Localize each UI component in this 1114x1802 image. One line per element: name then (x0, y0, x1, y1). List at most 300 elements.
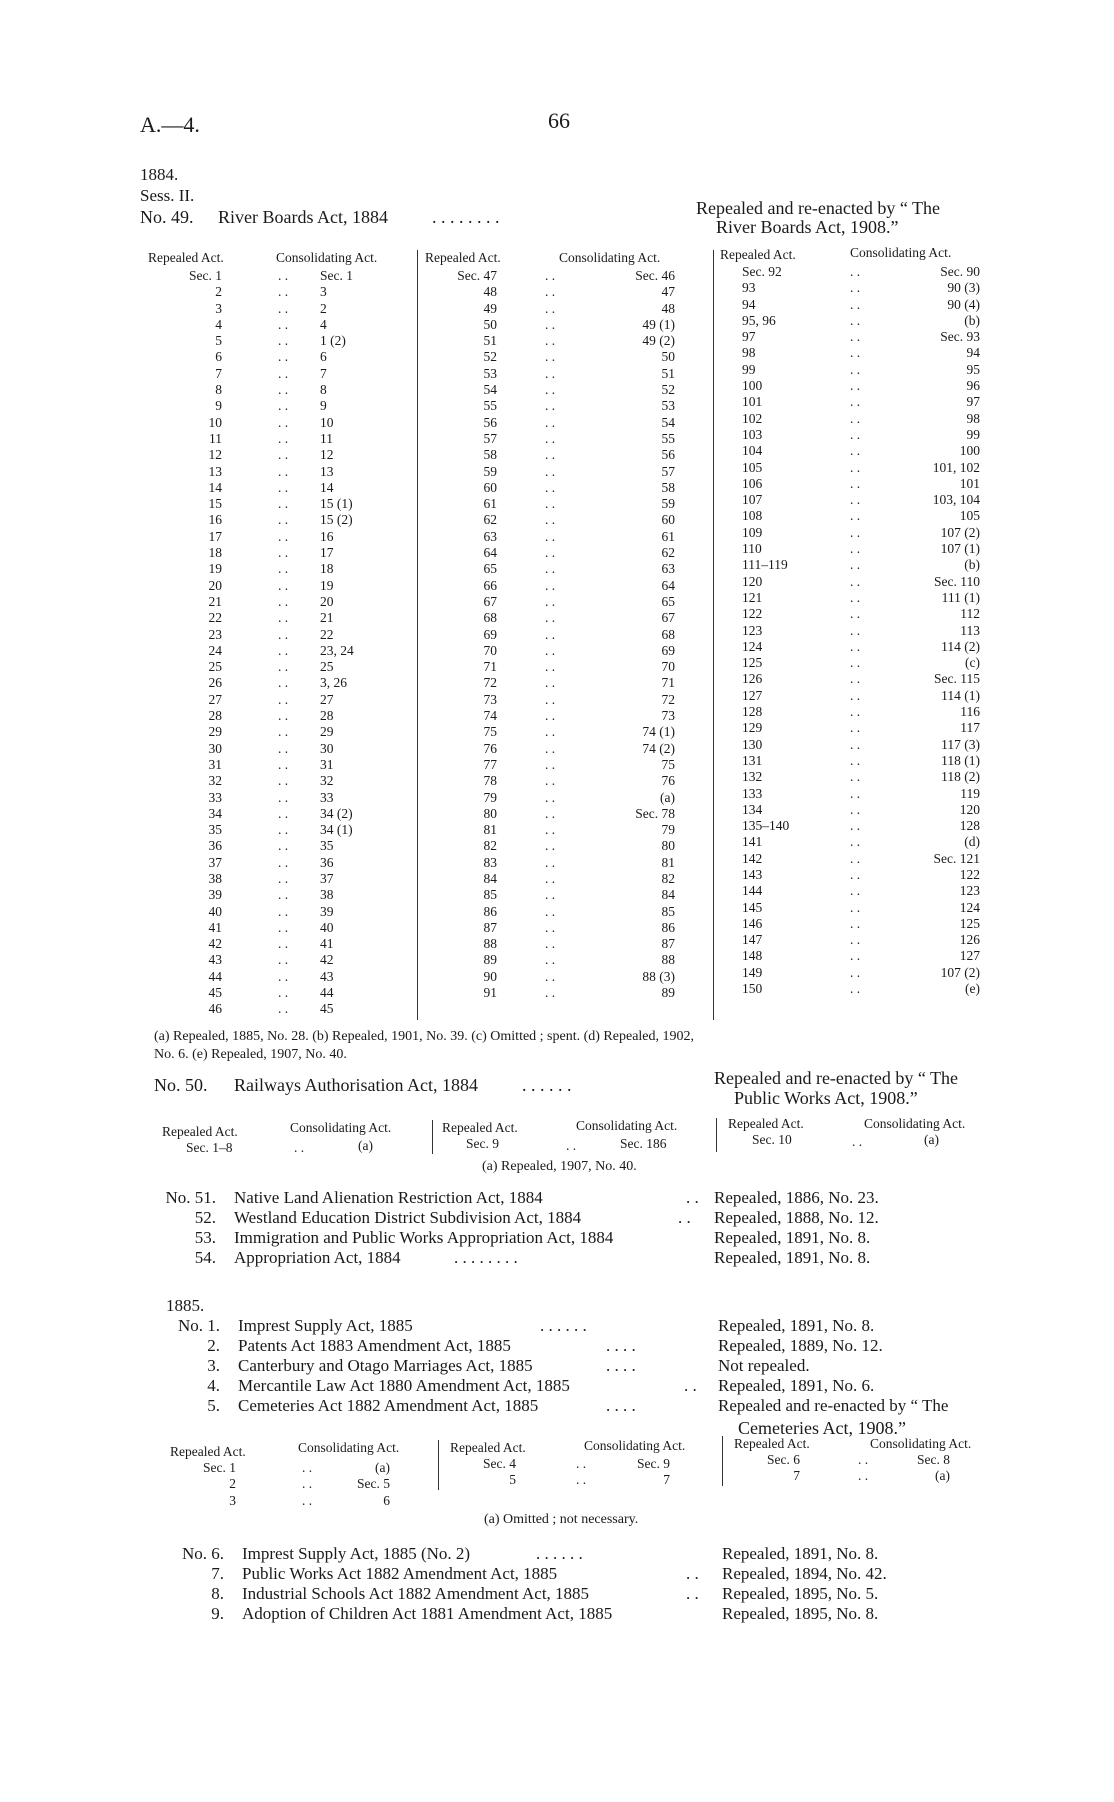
repealed-cell: Sec. 9 (466, 1136, 499, 1151)
repealed-section: Sec. 4 (483, 1456, 516, 1471)
leader-dots: . . (850, 818, 861, 834)
repealed-section: 24 (208, 642, 222, 658)
consolidating-section: 18 (320, 561, 334, 577)
repealed-section: 31 (208, 756, 222, 772)
repealed-section: 95, 96 (742, 312, 776, 328)
repealed-section: 10 (208, 414, 222, 430)
act-status: Repealed, 1888, No. 12. (714, 1208, 879, 1227)
consolidating-section: (a) (375, 1460, 390, 1475)
leader-dots: . . (850, 720, 861, 736)
leader-dots: . . (850, 915, 861, 931)
consolidating-section: Sec. 110 (934, 573, 980, 589)
repealed-section: 33 (208, 789, 222, 805)
consolidating-section: 56 (661, 447, 675, 463)
consolidating-section: 99 (966, 426, 980, 442)
repealed-section: 50 (483, 316, 497, 332)
leader-dots: . . (850, 541, 861, 557)
repealed-section: Sec. 6 (767, 1452, 800, 1467)
consolidating-section: 68 (661, 626, 675, 642)
leader-dots: . . (850, 573, 861, 589)
consolidating-section: Sec. 5 (357, 1476, 390, 1492)
leader-dots: . . (850, 378, 861, 394)
consolidating-section: (a) (660, 789, 675, 805)
leader-dots: . . (850, 687, 861, 703)
repealed-section: 61 (483, 496, 497, 512)
leader-dots: . . (278, 463, 289, 479)
leader-dots: . . (278, 936, 289, 952)
repealed-section: 149 (742, 964, 763, 980)
consolidating-section: 87 (661, 936, 675, 952)
consolidating-section: 112 (960, 606, 980, 622)
act-title: Public Works Act 1882 Amendment Act, 1885 (242, 1564, 558, 1583)
consolidating-section: 13 (320, 463, 334, 479)
consolidating-section: Sec. 121 (933, 850, 980, 866)
consolidating-section: 33 (320, 789, 334, 805)
act-49-status-cont: River Boards Act, 1908.” (716, 217, 899, 237)
header-repealed-act: Repealed Act. (720, 247, 796, 262)
consolidating-section: (b) (964, 312, 980, 328)
act-50-title: Railways Authorisation Act, 1884 (234, 1075, 478, 1095)
repealed-section: 7 (215, 365, 222, 381)
leader-dots: . . (850, 981, 861, 997)
act-49-status: Repealed and re-enacted by “ The (696, 198, 941, 218)
consolidating-section: 42 (320, 952, 334, 968)
consolidating-section: 113 (960, 622, 980, 638)
consolidating-section: 35 (320, 838, 334, 854)
repealed-section: 37 (208, 854, 222, 870)
consolidating-section: 8 (320, 382, 327, 398)
repealed-section: 142 (742, 850, 763, 866)
leader-dots: . . (850, 589, 861, 605)
leader-dots: . . (850, 704, 861, 720)
act-status: Repealed, 1894, No. 42. (722, 1564, 887, 1583)
consolidating-section: 17 (320, 545, 334, 561)
consolidating-section: 34 (2) (320, 805, 353, 821)
leader-dots: . . (278, 691, 289, 707)
consolidating-section: 6 (383, 1492, 390, 1508)
consolidating-section: 65 (661, 593, 675, 609)
consolidating-section: 3, 26 (320, 675, 347, 691)
leader-dots: . . (278, 838, 289, 854)
repealed-section: 16 (208, 512, 222, 528)
consolidating-section: 117 (3) (941, 736, 980, 752)
leader-dots: . . . . . . . . (454, 1248, 518, 1267)
leader-dots: . . (278, 805, 289, 821)
leader-dots: . . (278, 789, 289, 805)
consolidating-section: 123 (959, 883, 980, 899)
leader-dots: . . (545, 300, 556, 316)
repealed-section: 71 (483, 659, 497, 675)
consolidating-section: 96 (966, 378, 980, 394)
column-divider (713, 250, 714, 1020)
consolidating-section: 98 (966, 410, 980, 426)
consolidating-section: 40 (320, 919, 334, 935)
leader-dots: . . (278, 593, 289, 609)
consolidating-section: 39 (320, 903, 334, 919)
consolidating-section: 1 (2) (320, 333, 346, 349)
leader-dots: . . (545, 903, 556, 919)
repealed-section: 123 (742, 622, 763, 638)
act-number: 52. (194, 1208, 216, 1227)
repealed-section: 130 (742, 736, 763, 752)
repealed-section: 6 (215, 349, 222, 365)
consolidating-cell: (a) (924, 1132, 939, 1147)
repealed-section: 44 (208, 968, 222, 984)
repealed-section: 104 (742, 443, 763, 459)
repealed-section: 132 (742, 769, 763, 785)
leader-dots: . . (850, 834, 861, 850)
leader-dots: . . (545, 854, 556, 870)
header-repealed-act: Repealed Act. (425, 250, 501, 265)
act-number: 53. (194, 1228, 216, 1247)
consolidating-section: 7 (663, 1472, 670, 1488)
consolidating-section: 62 (661, 545, 675, 561)
consolidating-section: 79 (661, 822, 675, 838)
act-status: Repealed, 1895, No. 8. (722, 1604, 879, 1623)
consolidating-section: 27 (320, 691, 334, 707)
column-divider (722, 1436, 723, 1486)
leader-dots: . . (545, 268, 556, 283)
repealed-section: 111–119 (742, 557, 788, 573)
repealed-section: 129 (742, 720, 763, 736)
column-divider (438, 1440, 439, 1490)
consolidating-section: 10 (320, 414, 334, 430)
header-repealed-act: Repealed Act. (734, 1436, 810, 1451)
repealed-section: 49 (483, 300, 497, 316)
consolidating-section: 20 (320, 593, 334, 609)
repealed-section: 32 (208, 773, 222, 789)
repealed-section: 78 (483, 773, 497, 789)
repealed-section: 143 (742, 866, 763, 882)
consolidating-section: 118 (1) (941, 752, 980, 768)
header-repealed-act: Repealed Act. (442, 1120, 518, 1135)
leader-dots: . . (850, 394, 861, 410)
leader-dots: . . (850, 964, 861, 980)
leader-dots: . . (850, 850, 861, 866)
repealed-section: 21 (208, 593, 222, 609)
repealed-section: 55 (483, 398, 497, 414)
consolidating-section: Sec. 93 (940, 329, 980, 345)
leader-dots: . . (850, 671, 861, 687)
repealed-section: 73 (483, 691, 497, 707)
act-number: No. 6. (181, 1544, 224, 1563)
consolidating-section: 128 (959, 818, 980, 834)
leader-dots: . . (278, 1001, 289, 1017)
leader-dots: . . (278, 642, 289, 658)
consolidating-cell: (a) (358, 1138, 373, 1153)
repealed-section: 63 (483, 528, 497, 544)
consolidating-section: 107 (2) (940, 524, 980, 540)
leader-dots: . . (278, 398, 289, 414)
leader-dots: . . (545, 447, 556, 463)
leader-dots: . . (545, 349, 556, 365)
consolidating-section: 94 (966, 345, 980, 361)
consolidating-section: Sec. 46 (635, 268, 675, 283)
consolidating-section: 60 (661, 512, 675, 528)
consolidating-section: 64 (661, 577, 675, 593)
leader-dots: . . (278, 822, 289, 838)
consolidating-column (880, 264, 980, 997)
leader-dots: . . (278, 626, 289, 642)
leader-dots: . . (278, 870, 289, 886)
leader-dots: . . (850, 883, 861, 899)
consolidating-section: 4 (320, 316, 327, 332)
consolidating-section: 116 (960, 704, 980, 720)
consolidating-section: 14 (320, 479, 334, 495)
leader-dots: . . (278, 545, 289, 561)
act-title: Immigration and Public Works Appropriation Act, 1884 (234, 1228, 614, 1247)
consolidating-section: 71 (661, 675, 675, 691)
leader-dots: . . (545, 724, 556, 740)
leader-dots: . . (545, 985, 556, 1001)
repealed-section: 39 (208, 887, 222, 903)
act-title: Westland Education District Subdivision Act, 1884 (234, 1208, 582, 1227)
repealed-section: 75 (483, 724, 497, 740)
repealed-section: 26 (208, 675, 222, 691)
leader-column (576, 1456, 586, 1489)
repealed-section: 121 (742, 589, 763, 605)
repealed-section: 86 (483, 903, 497, 919)
leader-dots: . . (545, 577, 556, 593)
repealed-section: 122 (742, 606, 763, 622)
repealed-column (460, 1456, 516, 1489)
leader-dots: . . (850, 264, 861, 279)
leader-dots: . . (278, 985, 289, 1001)
leader-dots: . . (545, 838, 556, 854)
repealed-column (740, 1452, 800, 1485)
document-reference: A.—4. (140, 112, 200, 137)
header-consolidating-act: Consolidating Act. (298, 1440, 400, 1455)
act-status: Repealed, 1891, No. 8. (722, 1544, 879, 1563)
repealed-section: 41 (208, 919, 222, 935)
repealed-section: 13 (208, 463, 222, 479)
repealed-section: 65 (483, 561, 497, 577)
leader-dots: . . (850, 426, 861, 442)
repealed-cell: Sec. 1–8 (186, 1140, 233, 1155)
leader-dots: . . (278, 724, 289, 740)
consolidating-section: 7 (320, 365, 327, 381)
act-49-footnotes-cont: No. 6. (e) Repealed, 1907, No. 40. (154, 1047, 347, 1062)
act-title: Mercantile Law Act 1880 Amendment Act, 1885 (238, 1376, 570, 1395)
repealed-section: 98 (742, 345, 756, 361)
consolidating-section: 72 (661, 691, 675, 707)
consolidating-section: 89 (661, 985, 675, 1001)
leader-dots: . . (850, 524, 861, 540)
leader-dots: . . (850, 655, 861, 671)
consolidating-section: 82 (661, 870, 675, 886)
consolidating-section: 15 (2) (320, 512, 353, 528)
leader-dots: . . (576, 1456, 587, 1471)
leader-dots: . . (686, 1188, 699, 1207)
act-49-leader: . . . . . . . . (432, 207, 500, 227)
session-year: 1884. (140, 165, 179, 184)
leader-dots: . . (850, 932, 861, 948)
leader-dots: . . (678, 1208, 691, 1227)
repealed-section: 150 (742, 981, 763, 997)
act-50-status: Repealed and re-enacted by “ The (714, 1068, 959, 1088)
repealed-section: 34 (208, 805, 222, 821)
act-title: Adoption of Children Act 1881 Amendment Act, 1885 (242, 1604, 613, 1623)
leader-dots: . . (850, 459, 861, 475)
repealed-section: 88 (483, 936, 497, 952)
consolidating-section: 114 (2) (941, 638, 980, 654)
consolidating-section: 70 (661, 659, 675, 675)
leader-dots: . . (850, 948, 861, 964)
consolidating-section: 23, 24 (320, 642, 354, 658)
consolidating-section: (a) (935, 1468, 950, 1484)
consolidating-section: 85 (661, 903, 675, 919)
leader-dots: . . (545, 414, 556, 430)
consolidating-section: 31 (320, 756, 334, 772)
repealed-section: 106 (742, 475, 763, 491)
act-status: Repealed, 1895, No. 5. (722, 1584, 879, 1603)
repealed-section: 7 (793, 1468, 800, 1484)
leader-dots: . . (850, 410, 861, 426)
repealed-section: 69 (483, 626, 497, 642)
leader-dots: . . (545, 365, 556, 381)
header-consolidating-act: Consolidating Act. (276, 250, 378, 265)
repealed-section: 20 (208, 577, 222, 593)
repealed-section: 83 (483, 854, 497, 870)
repealed-section: 2 (215, 284, 222, 300)
consolidating-section: 111 (1) (941, 589, 980, 605)
consolidating-section: 52 (661, 382, 675, 398)
leader-dots: . . (545, 430, 556, 446)
repealed-section: 66 (483, 577, 497, 593)
consolidating-section: 44 (320, 985, 334, 1001)
act-49-title: River Boards Act, 1884 (218, 207, 388, 227)
leader-dots: . . . . (606, 1336, 636, 1355)
consolidating-section: 6 (320, 349, 327, 365)
leader-dots: . . (850, 638, 861, 654)
repealed-section: 76 (483, 740, 497, 756)
leader-dots: . . (545, 333, 556, 349)
repealed-section: 62 (483, 512, 497, 528)
leader-dots: . . (850, 492, 861, 508)
act-number: 54. (194, 1248, 216, 1267)
leader-dots: . . (850, 899, 861, 915)
repealed-section: 12 (208, 447, 222, 463)
leader-dots: . . (278, 577, 289, 593)
repealed-section: 8 (215, 382, 222, 398)
leader-dots: . . (545, 610, 556, 626)
repealed-section: 30 (208, 740, 222, 756)
header-consolidating-act: Consolidating Act. (864, 1116, 966, 1131)
act-number: 8. (211, 1584, 224, 1603)
consolidating-section: 90 (3) (947, 280, 980, 296)
leader-dots: . . (545, 740, 556, 756)
repealed-section: 100 (742, 378, 763, 394)
repealed-column (742, 264, 789, 997)
repealed-section: 58 (483, 447, 497, 463)
leader-dots: . . (302, 1492, 313, 1508)
leader-dots: . . (545, 952, 556, 968)
consolidating-section: 120 (959, 801, 980, 817)
consolidating-section: 73 (661, 708, 675, 724)
leader-dots: . . . . . . (540, 1316, 587, 1335)
repealed-section: 3 (215, 300, 222, 316)
act-status: Repealed, 1891, No. 8. (718, 1316, 875, 1335)
leader-column (278, 268, 288, 1018)
header-repealed-act: Repealed Act. (450, 1440, 526, 1455)
consolidating-section: 41 (320, 936, 334, 952)
consolidating-section: 30 (320, 740, 334, 756)
header-repealed-act: Repealed Act. (170, 1444, 246, 1459)
leader-dots: . . (686, 1564, 699, 1583)
leader-dots: . . (278, 561, 289, 577)
act-status: Repealed, 1891, No. 6. (718, 1376, 875, 1395)
consolidating-column (340, 1460, 390, 1509)
consolidating-section: 101, 102 (932, 459, 980, 475)
consolidating-section: 74 (2) (642, 740, 675, 756)
repealed-section: 148 (742, 948, 763, 964)
consolidating-section: 124 (959, 899, 980, 915)
consolidating-section: 45 (320, 1001, 334, 1017)
repealed-section: 23 (208, 626, 222, 642)
consolidating-section: 59 (661, 496, 675, 512)
leader-dots: . . (545, 919, 556, 935)
repealed-section: 45 (208, 985, 222, 1001)
repealed-section: 70 (483, 642, 497, 658)
consolidating-section: 74 (1) (642, 724, 675, 740)
repealed-section: 147 (742, 932, 763, 948)
consolidating-section: 37 (320, 870, 334, 886)
consolidating-section: 114 (1) (941, 687, 980, 703)
consolidating-section: 69 (661, 642, 675, 658)
leader: . . (294, 1140, 305, 1155)
leader-dots: . . (850, 329, 861, 345)
consolidating-section: 19 (320, 577, 334, 593)
repealed-section: Sec. 92 (742, 264, 782, 279)
repealed-section: 128 (742, 704, 763, 720)
leader-column (858, 1452, 868, 1485)
repealed-section: 17 (208, 528, 222, 544)
act-status: Not repealed. (718, 1356, 810, 1375)
act-number: No. 1. (177, 1316, 220, 1335)
act-title: Canterbury and Otago Marriages Act, 1885 (238, 1356, 533, 1375)
leader-dots: . . (278, 496, 289, 512)
leader-dots: . . (278, 300, 289, 316)
leader-dots: . . (278, 365, 289, 381)
consolidating-section: 122 (959, 866, 980, 882)
repealed-section: 22 (208, 610, 222, 626)
year-1885: 1885. (166, 1296, 205, 1315)
leader: . . (566, 1138, 577, 1153)
leader-dots: . . (545, 626, 556, 642)
leader-dots: . . (684, 1376, 697, 1395)
act-1885-5-status-cont: Cemeteries Act, 1908.” (738, 1418, 906, 1438)
act-title: Industrial Schools Act 1882 Amendment Act, 1885 (242, 1584, 590, 1603)
consolidating-section: 100 (959, 443, 980, 459)
leader-dots: . . (850, 475, 861, 491)
repealed-section: 3 (229, 1492, 236, 1508)
consolidating-section: 49 (2) (642, 333, 675, 349)
consolidating-section: (b) (964, 557, 980, 573)
act-status: Repealed, 1891, No. 8. (714, 1228, 871, 1247)
consolidating-section: 103, 104 (932, 492, 980, 508)
consolidating-section: 76 (661, 773, 675, 789)
repealed-section: 52 (483, 349, 497, 365)
act-50-status-cont: Public Works Act, 1908.” (734, 1088, 918, 1108)
repealed-section: 25 (208, 659, 222, 675)
consolidating-section: 16 (320, 528, 334, 544)
consolidating-section: 29 (320, 724, 334, 740)
repealed-section: 127 (742, 687, 763, 703)
repealed-cell: Sec. 10 (752, 1132, 792, 1147)
consolidating-section: 9 (320, 398, 327, 414)
consolidating-section: 53 (661, 398, 675, 414)
repealed-section: Sec. 1 (189, 268, 222, 283)
